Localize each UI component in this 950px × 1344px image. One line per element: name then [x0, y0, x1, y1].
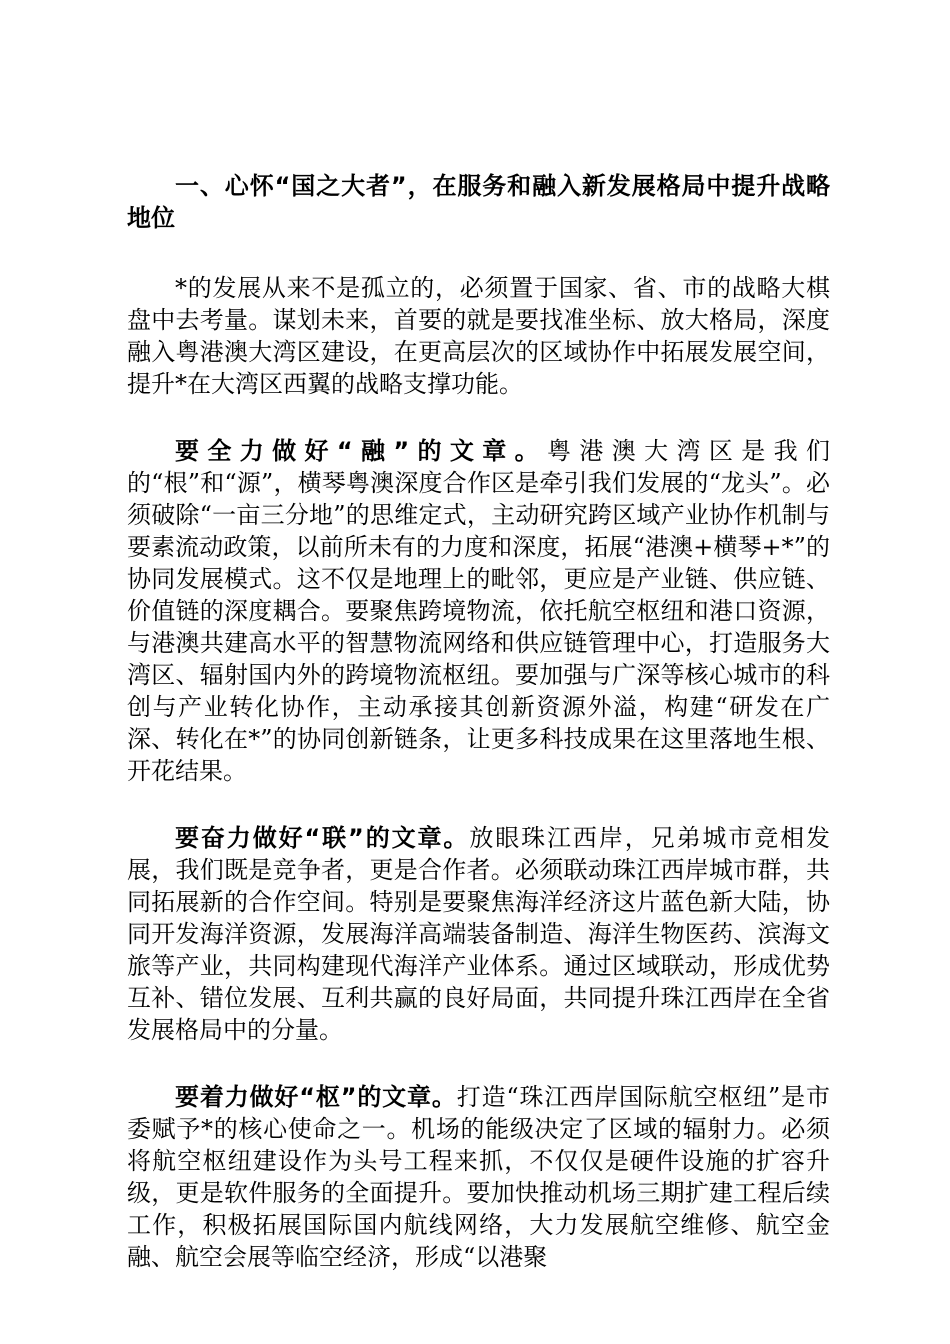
- document-body: [127, 170, 830, 1308]
- paragraph-lead: 要奋力做好“联”的文章。: [175, 824, 470, 852]
- paragraph-shu: [127, 1081, 830, 1273]
- paragraph-body: 放眼珠江西岸，兄弟城市竞相发展，我们既是竞争者，更是合作者。必须联动珠江西岸城市群，共同拓展新的合作空间。特别是要聚焦海洋经济这片蓝色新大陆，协同开发海洋资源，发展海洋高端装备制造、海洋生物医药、滨海文旅等产业，共同构建现代海洋产业体系。通过区域联动，形成优势互补、错位发展、互利共赢的良好局面，共同提升珠江西岸在全省发展格局中的分量。: [127, 824, 831, 1044]
- section-heading: 一、心怀“国之大者”，在服务和融入新发展格局中提升战略地位: [127, 172, 830, 232]
- paragraph-lead: 要着力做好“枢”的文章。: [175, 1083, 457, 1111]
- intro-paragraph: *的发展从来不是孤立的，必须置于国家、省、市的战略大棋盘中去考量。谋划未来，首要的就是要找准坐标、放大格局，深度融入粤港澳大湾区建设，在更高层次的区域协作中拓展发展空间，提升*在大湾区西翼的战略支撑功能。: [127, 274, 830, 398]
- paragraph-lead: 要全力做好“融”的文章。: [175, 437, 548, 465]
- paragraph-rong: [127, 435, 830, 787]
- paragraph-body: 粤港澳大湾区是我们的“根”和“源”，横琴粤澳深度合作区是牵引我们发展的“龙头”。必须破除“一亩三分地”的思维定式，主动研究跨区域产业协作机制与要素流动政策，以前所未有的力度和深度，拓展“港澳+横琴+*”的协同发展模式。这不仅是地理上的毗邻，更应是产业链、供应链、价值链的深度耦合。要聚焦跨境物流，依托航空枢纽和港口资源，与港澳共建高水平的智慧物流网络和供应链管理中心，打造服务大湾区、辐射国内外的跨境物流枢纽。要加强与广深等核心城市的科创与产业转化协作，主动承接其创新资源外溢，构建“研发在广深、转化在*”的协同创新链条，让更多科技成果在这里落地生根、开花结果。: [127, 437, 831, 785]
- paragraph-lian: [127, 822, 830, 1046]
- paragraph-body: 打造“珠江西岸国际航空枢纽”是市委赋予*的核心使命之一。机场的能级决定了区域的辐射力。必须将航空枢纽建设作为头号工程来抓，不仅仅是硬件设施的扩容升级，更是软件服务的全面提升。要加快推动机场三期扩建工程后续工作，积极拓展国际国内航线网络，大力发展航空维修、航空金融、航空会展等临空经济，形成“以港聚: [127, 1083, 830, 1271]
